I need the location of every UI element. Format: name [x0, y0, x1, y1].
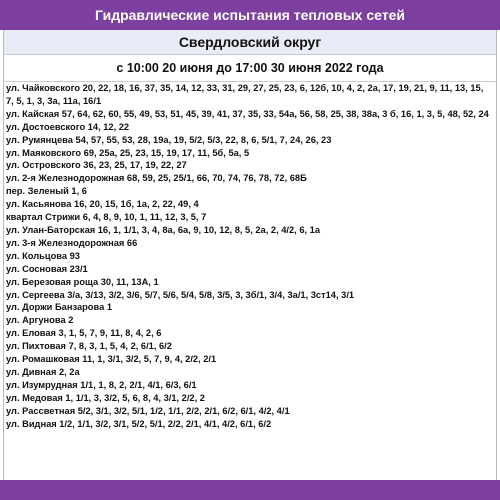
street-list [4, 82, 496, 430]
street-item: ул. Дивная 2, 2а [6, 366, 80, 377]
street-item: ул. Пихтовая 7, 8, 3, 1, 5, 4, 2, 6/1, 6/2 [6, 341, 172, 352]
street-item: ул. 2-я Железнодорожная 68, 59, 25, 25/1, 66, 70, 74, 76, 78, 72, 68Б [6, 173, 307, 184]
street-item: ул. Кайская 57, 64, 62, 60, 55, 49, 53, 51, 45, 39, 41, 37, 35, 33, 54а, 56, 58, 25, 38, 38а, 3 б, 16, 1, 3, 5, 48, 52, 24 [6, 108, 489, 119]
street-item: ул. Касьянова 16, 20, 15, 1б, 1а, 2, 22, 49, 4 [6, 199, 199, 210]
header-title: Гидравлические испытания тепловых сетей [95, 7, 405, 23]
street-item: ул. Ромашковая 11, 1, 3/1, 3/2, 5, 7, 9, 4, 2/2, 2/1 [6, 354, 217, 365]
street-item: ул. Аргунова 2 [6, 315, 74, 326]
street-item: ул. Изумрудная 1/1, 1, 8, 2, 2/1, 4/1, 6/3, 6/1 [6, 379, 197, 390]
announcement-panel [3, 30, 497, 480]
street-item: ул. Сосновая 23/1 [6, 263, 88, 274]
street-item: ул. Еловая 3, 1, 5, 7, 9, 11, 8, 4, 2, 6 [6, 328, 162, 339]
street-item: ул. Березовая роща 30, 11, 13А, 1 [6, 276, 159, 287]
header-bar [0, 0, 500, 30]
street-item: ул. Доржи Банзарова 1 [6, 302, 112, 313]
street-item: ул. 3-я Железнодорожная 66 [6, 237, 138, 248]
street-item: ул. Рассветная 5/2, 3/1, 3/2, 5/1, 1/2, 1/1, 2/2, 2/1, 6/2, 6/1, 4/2, 4/1 [6, 405, 290, 416]
street-item: ул. Достоевского 14, 12, 22 [6, 121, 130, 132]
street-item: ул. Медовая 1, 1/1, 3, 3/2, 5, 6, 8, 4, 3/1, 2/2, 2 [6, 392, 205, 403]
street-item: ул. Румянцева 54, 57, 55, 53, 28, 19а, 19, 5/2, 5/3, 22, 8, 6, 5/1, 7, 24, 26, 23 [6, 134, 332, 145]
street-item: квартал Стрижи 6, 4, 8, 9, 10, 1, 11, 12, 3, 5, 7 [6, 212, 207, 223]
street-item: ул. Сергеева 3/а, 3/13, 3/2, 3/6, 5/7, 5/6, 5/4, 5/8, 3/5, 3, 3б/1, 3/4, 3а/1, 3ст14, 3/1 [6, 289, 355, 300]
street-item: ул. Видная 1/2, 1/1, 3/2, 3/1, 5/2, 5/1, 2/2, 2/1, 4/1, 4/2, 6/1, 6/2 [6, 418, 272, 429]
street-item: ул. Чайковского 20, 22, 18, 16, 37, 35, 14, 12, 33, 31, 29, 27, 25, 23, 6, 12б, 10, 4, 2, 2а, 17, 19, 21, 9, 11, 13, 15, 7, 5, 1, 3, 3а, 11а, 16/1 [6, 83, 484, 106]
street-item: пер. Зеленый 1, 6 [6, 186, 87, 197]
street-item: ул. Кольцова 93 [6, 250, 80, 261]
district-title: Свердловский округ [4, 30, 496, 55]
period-line: с 10:00 20 июня до 17:00 30 июня 2022 года [4, 55, 496, 82]
street-item: ул. Маяковского 69, 25а, 25, 23, 15, 19, 17, 11, 5б, 5а, 5 [6, 147, 250, 158]
street-item: ул. Островского 36, 23, 25, 17, 19, 22, 27 [6, 160, 187, 171]
street-item: ул. Улан-Баторская 16, 1, 1/1, 3, 4, 8а, 6а, 9, 10, 12, 8, 5, 2а, 2, 4/2, 6, 1а [6, 224, 321, 235]
footer-bar [0, 480, 500, 500]
